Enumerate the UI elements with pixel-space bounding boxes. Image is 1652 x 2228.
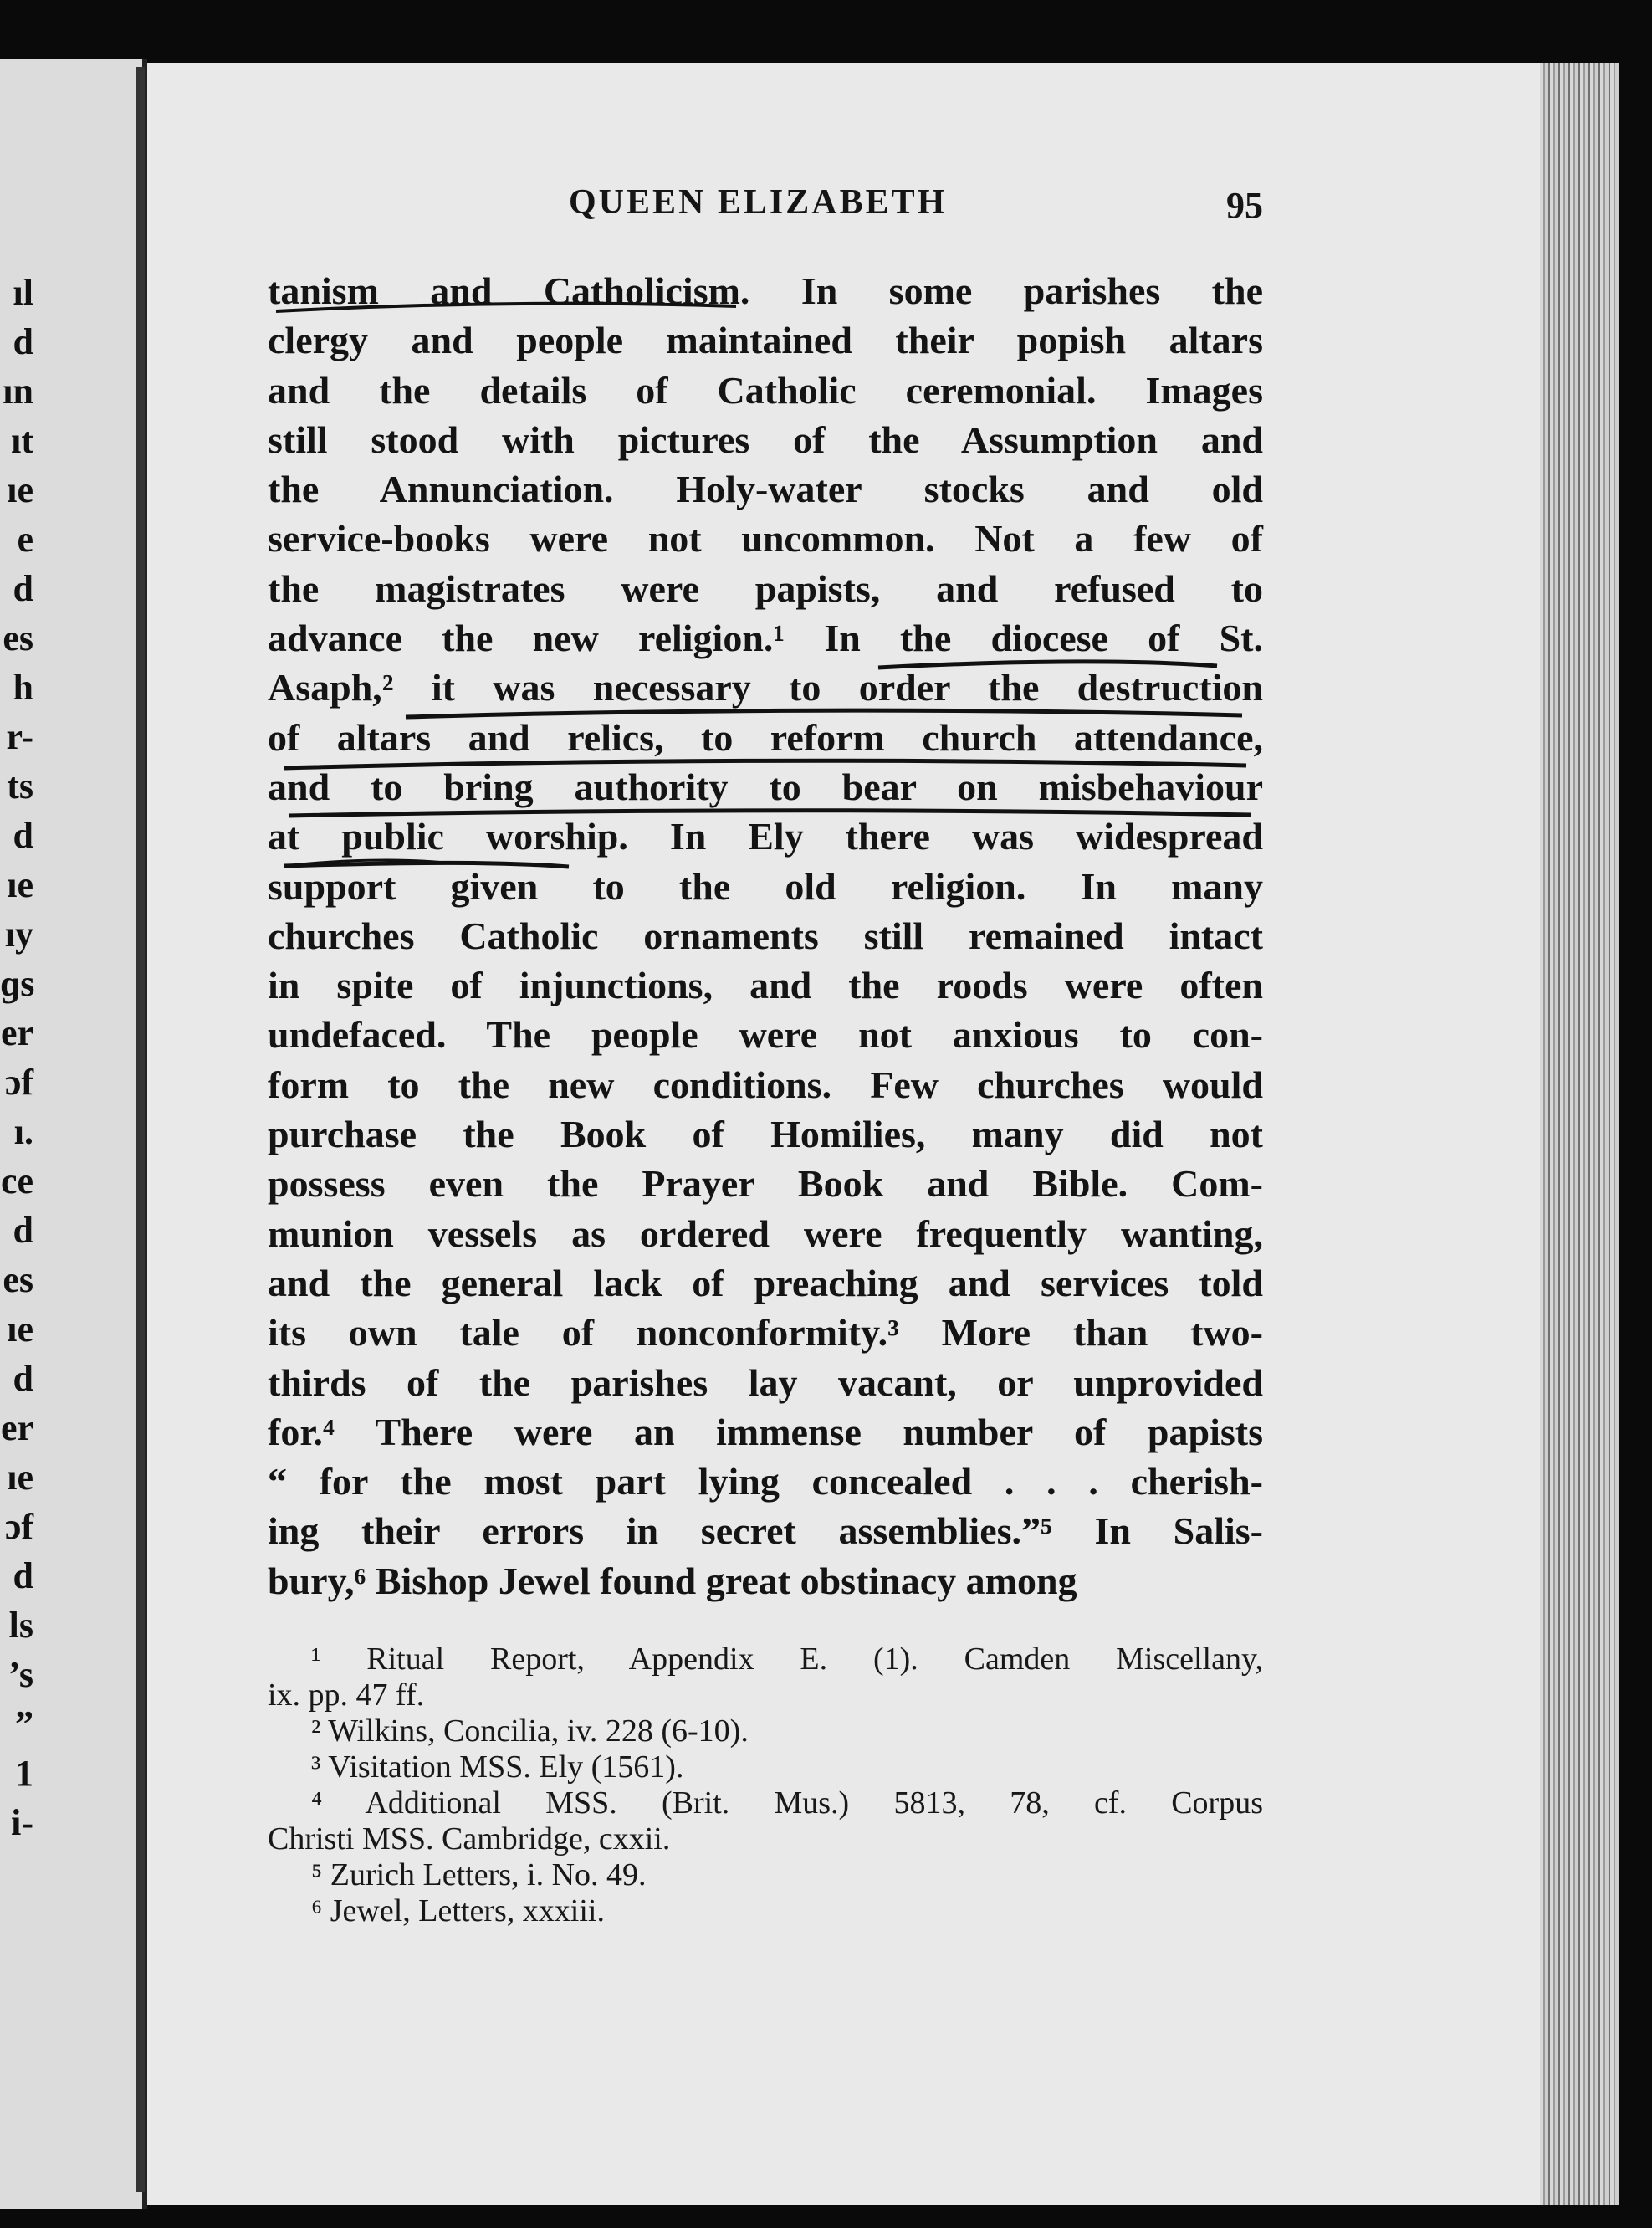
footnote-line: ² Wilkins, Concilia, iv. 228 (6-10). — [311, 1713, 749, 1749]
left-page-fragment: r- — [6, 716, 33, 757]
running-head — [268, 182, 1263, 241]
body-line: the magistrates were papists, and refused to — [268, 566, 1263, 610]
body-line: still stood with pictures of the Assumption and — [268, 417, 1263, 461]
body-line: “ for the most part lying concealed . . . cherish- — [268, 1460, 1263, 1503]
body-line: tanism and Catholicism. In some parishes the — [268, 269, 1263, 312]
left-page-fragment: ıy — [4, 914, 33, 955]
footnote-line: ¹ Ritual Report, Appendix E. (1). Camden Miscellany, — [311, 1642, 1263, 1677]
body-line: and the general lack of preaching and services told — [268, 1261, 1263, 1304]
left-page-edge — [0, 59, 147, 2209]
footnote-line: ³ Visitation MSS. Ely (1561). — [311, 1749, 684, 1785]
body-line: undefaced. The people were not anxious to con- — [268, 1013, 1263, 1057]
body-line: service-books were not uncommon. Not a few of — [268, 517, 1263, 561]
footnote-line: ⁵ Zurich Letters, i. No. 49. — [311, 1857, 647, 1893]
body-line: advance the new religion.¹ In the diocese of St. — [268, 617, 1263, 660]
left-page-fragment: d — [13, 815, 33, 856]
footnote-line: Christi MSS. Cambridge, cxxii. — [268, 1821, 671, 1857]
left-page-fragment: ıe — [7, 864, 33, 905]
left-page-fragment: ıe — [7, 469, 33, 510]
body-line: of altars and relics, to reform church attendance, — [268, 715, 1263, 759]
left-page-fragment: ın — [3, 371, 33, 412]
body-line: and the details of Catholic ceremonial. Images — [268, 368, 1263, 412]
footnotes — [268, 1642, 1263, 1929]
left-page-fragment: ıl — [13, 272, 33, 313]
left-page-fragment: h — [13, 667, 33, 708]
book-binding-gutter — [136, 67, 145, 2192]
page-stack-edge — [1540, 63, 1619, 2205]
left-page-fragment: es — [3, 617, 33, 658]
left-page-fragment: d — [13, 1555, 33, 1596]
left-page-fragment: d — [13, 568, 33, 609]
body-line: ing their errors in secret assemblies.”⁵ In Salis- — [268, 1509, 1263, 1553]
left-page-fragment: ls — [8, 1605, 33, 1646]
left-page-fragment: ts — [7, 766, 33, 807]
left-page-fragment: ce — [0, 1160, 33, 1201]
left-page-fragment: es — [3, 1259, 33, 1300]
left-page-fragment: 1 — [15, 1753, 33, 1794]
body-line: the Annunciation. Holy-water stocks and old — [268, 468, 1263, 511]
footnote-line: ⁴ Additional MSS. (Brit. Mus.) 5813, 78, cf. Corpus — [311, 1785, 1263, 1821]
body-line: and to bring authority to bear on misbehaviour — [268, 765, 1263, 808]
body-text — [268, 266, 1263, 1606]
footnote-line: ⁶ Jewel, Letters, xxxiii. — [311, 1893, 605, 1928]
left-page-fragment: ı. — [13, 1111, 33, 1152]
body-line: bury,⁶ Bishop Jewel found great obstinacy among — [268, 1559, 1077, 1602]
body-line: in spite of injunctions, and the roods were often — [268, 964, 1263, 1007]
left-page-fragment: ıt — [11, 420, 33, 461]
body-line: support given to the old religion. In many — [268, 864, 1263, 908]
running-head-title: QUEEN ELIZABETH — [569, 183, 948, 222]
body-line: Asaph,² it was necessary to order the destruction — [268, 666, 1263, 709]
footnote-line: ix. pp. 47 ff. — [268, 1677, 425, 1713]
left-page-fragment: ɔf — [4, 1506, 33, 1547]
left-page-fragment: ıe — [7, 1309, 33, 1350]
body-line: possess even the Prayer Book and Bible. Com- — [268, 1162, 1263, 1206]
left-page-fragment: ɔf — [4, 1062, 33, 1103]
body-line: for.⁴ There were an immense number of papists — [268, 1410, 1263, 1453]
body-line: clergy and people maintained their popish altars — [268, 319, 1263, 362]
body-line: thirds of the parishes lay vacant, or unprovided — [268, 1360, 1263, 1404]
left-page-fragment: d — [13, 1358, 33, 1399]
page-number: 95 — [1226, 185, 1263, 226]
left-page-fragment: i- — [11, 1802, 33, 1843]
left-page-fragment: d — [13, 321, 33, 362]
left-page-fragment: ıe — [7, 1457, 33, 1498]
left-page-fragment: er — [0, 1012, 33, 1053]
body-line: churches Catholic ornaments still remained intact — [268, 914, 1263, 957]
body-line: its own tale of nonconformity.³ More than two- — [268, 1311, 1263, 1355]
left-page-text-fragments — [0, 268, 33, 1847]
left-page-fragment: e — [17, 519, 33, 560]
left-page-fragment: ’s — [8, 1654, 33, 1695]
left-page-fragment: ” — [15, 1703, 33, 1744]
body-line: at public worship. In Ely there was widespread — [268, 815, 1263, 858]
left-page-fragment: d — [13, 1210, 33, 1251]
body-line: purchase the Book of Homilies, many did not — [268, 1113, 1263, 1156]
left-page-fragment: er — [0, 1407, 33, 1448]
body-line: form to the new conditions. Few churches would — [268, 1063, 1263, 1106]
left-page-fragment: ɡs — [0, 963, 35, 1004]
body-line: munion vessels as ordered were frequently wanting, — [268, 1211, 1263, 1255]
